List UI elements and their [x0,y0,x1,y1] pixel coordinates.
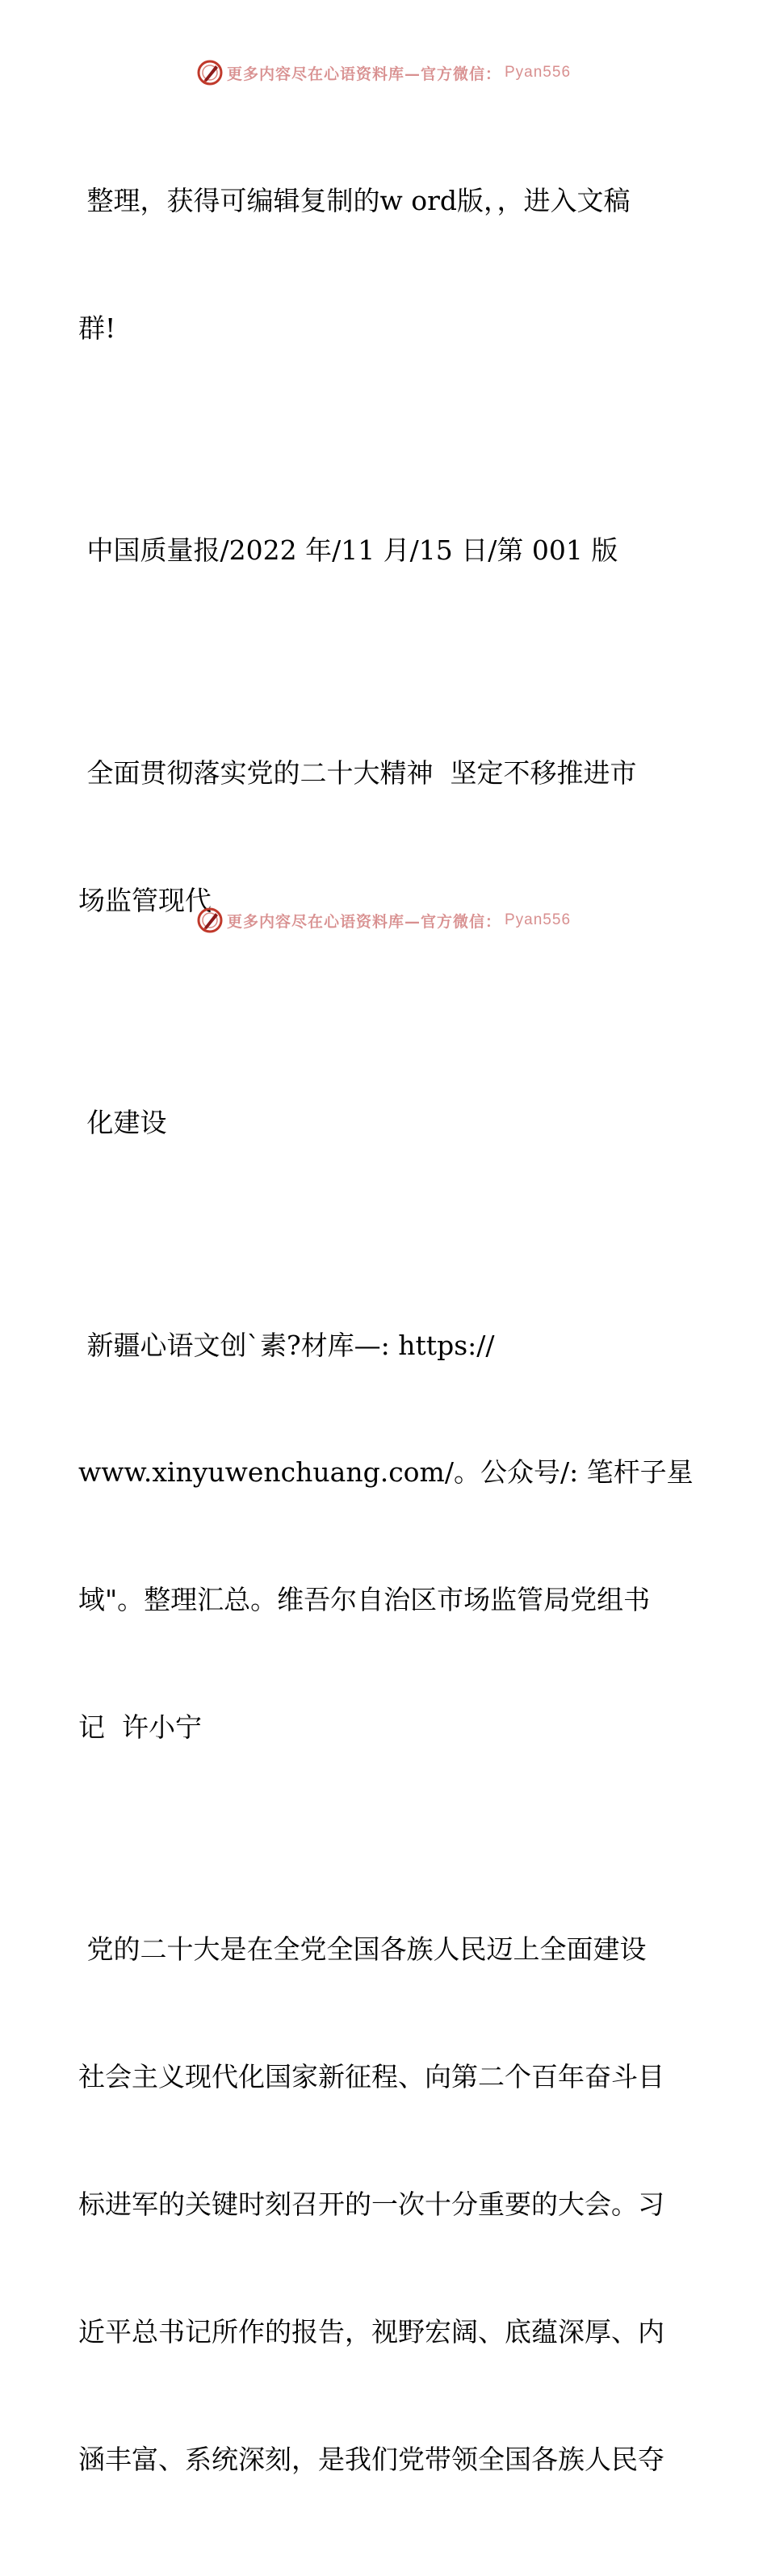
text-line: 新疆心语文创`素?材库—: https:// [78,1329,495,1361]
text-line: 化建设 [78,1107,167,1139]
text-line: 整理，获得可编辑复制的w ord版，，进入文稿 [78,185,631,217]
banner-promo-text: 更多内容尽在心语资料库—官方微信： [226,65,501,83]
document-body [78,95,692,2576]
text-line: 社会主义现代化国家新征程、向第二个百年奋斗目 [78,2061,664,2093]
text-line: 域"。整理汇总。维吾尔自治区市场监管局党组书 [78,1584,651,1616]
footer-banner-inner [196,907,571,934]
banner-promo-text: 更多内容尽在心语资料库—官方微信： [226,912,501,931]
text-line: 场监管现代 [78,884,212,916]
text-line: 近平总书记所作的报告，视野宏阔、底蕴深厚、内 [78,2315,664,2348]
footer-banner [0,904,767,936]
header-banner-inner [196,59,571,86]
text-line: 标进军的关键时刻召开的一次十分重要的大会。习 [78,2189,664,2220]
text-line: 群! [78,312,116,344]
text-line: 全面贯彻落实党的二十大精神 坚定不移推进市 [78,756,637,789]
pen-circle-logo-icon [196,907,224,934]
paragraph-headline [78,668,692,1007]
banner-wechat-id: Pyan556 [505,64,572,81]
paragraph-intro [78,95,692,435]
paragraph-source [78,445,692,657]
text-line: www.xinyuwenchuang.com/。公众号/: 笔杆子星 [78,1456,694,1489]
text-line: 涵丰富、系统深刻，是我们党带领全国各族人民夺 [78,2443,664,2475]
paragraph-headline-cont [78,1017,692,1229]
text-line: 中国质量报/2022 年/11 月/15 日/第 001 版 [78,534,618,567]
pen-circle-logo-icon [196,59,224,86]
paragraph-byline [78,1239,692,1833]
text-line: 党的二十大是在全党全国各族人民迈上全面建设 [78,1933,647,1966]
paragraph-body [78,1844,692,2566]
header-banner [0,57,767,89]
text-line: 记 许小宁 [78,1711,202,1743]
banner-wechat-id: Pyan556 [505,911,572,928]
